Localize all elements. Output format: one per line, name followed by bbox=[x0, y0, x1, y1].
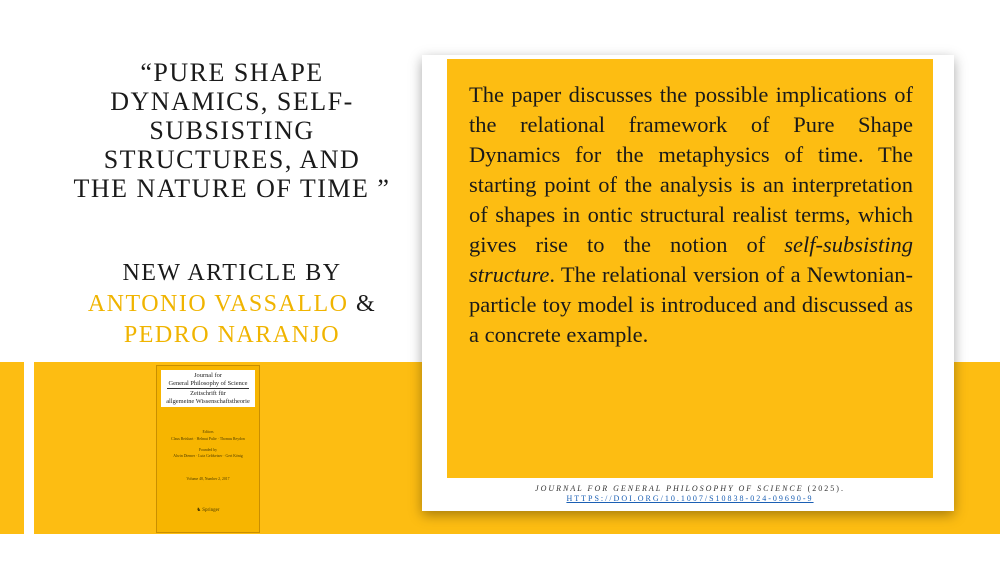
title-close-quote: ” bbox=[377, 174, 391, 203]
citation-year: (2025). bbox=[803, 484, 845, 493]
article-title bbox=[40, 58, 424, 203]
author-name: ANTONIO VASSALLO bbox=[87, 291, 349, 317]
citation bbox=[447, 484, 933, 504]
journal-cover-image bbox=[156, 365, 260, 533]
cover-volume: Volume 48, Number 2, 2017 bbox=[186, 477, 230, 481]
cover-rule bbox=[167, 388, 249, 389]
journal-cover-masthead bbox=[161, 370, 255, 407]
cover-publisher bbox=[163, 508, 253, 513]
author-name: PEDRO NARANJO bbox=[123, 322, 341, 348]
title-line: STRUCTURES, AND bbox=[103, 145, 361, 174]
title-line: THE NATURE OF TIME bbox=[73, 174, 370, 203]
cover-founders: Alwin Diemer · Lutz Geldsetzer · Gert König bbox=[173, 454, 243, 458]
springer-horse-icon: ♞ bbox=[196, 508, 201, 513]
cover-editors: Claus Beisbart · Helmut Pulte · Thomas Reydon bbox=[171, 437, 245, 441]
byline bbox=[40, 258, 424, 351]
band-divider bbox=[24, 362, 34, 534]
citation-journal: JOURNAL FOR GENERAL PHILOSOPHY OF SCIENCE bbox=[535, 484, 804, 493]
abstract-emphasis: self-subsisting structure bbox=[469, 232, 913, 287]
cover-publisher-name: Springer bbox=[202, 508, 220, 513]
abstract-text-part: . The relational version of a Newtonian-particle toy model is introduced and discussed as a concrete example. bbox=[469, 262, 913, 347]
abstract-text bbox=[469, 80, 913, 350]
title-line: SUBSISTING bbox=[149, 116, 315, 145]
abstract-text-part: The paper discusses the possible implications of the relational framework of Pure Shape Dynamics for the metaphysics of time. The starting point of the analysis is an interpretation of shapes in ontic structural realist terms, which gives rise to the notion of bbox=[469, 82, 913, 257]
cover-title-line: allgemeine Wissenschaftstheorie bbox=[166, 397, 250, 405]
title-line: DYNAMICS, SELF- bbox=[110, 87, 354, 116]
title-open-quote: “ bbox=[140, 58, 154, 87]
title-line: PURE SHAPE bbox=[153, 58, 324, 87]
byline-intro: NEW ARTICLE BY bbox=[122, 260, 342, 286]
byline-ampersand: & bbox=[356, 291, 377, 317]
cover-title-line: General Philosophy of Science bbox=[168, 379, 248, 387]
cover-editors-label: Editors bbox=[202, 430, 214, 434]
cover-title-line: Zeitschrift für bbox=[190, 390, 226, 398]
doi-link[interactable]: HTTPS://DOI.ORG/10.1007/S10838-024-09690-9 bbox=[566, 494, 814, 503]
cover-founded-label: Founded by bbox=[198, 448, 218, 452]
cover-title-line: Journal for bbox=[194, 372, 222, 379]
